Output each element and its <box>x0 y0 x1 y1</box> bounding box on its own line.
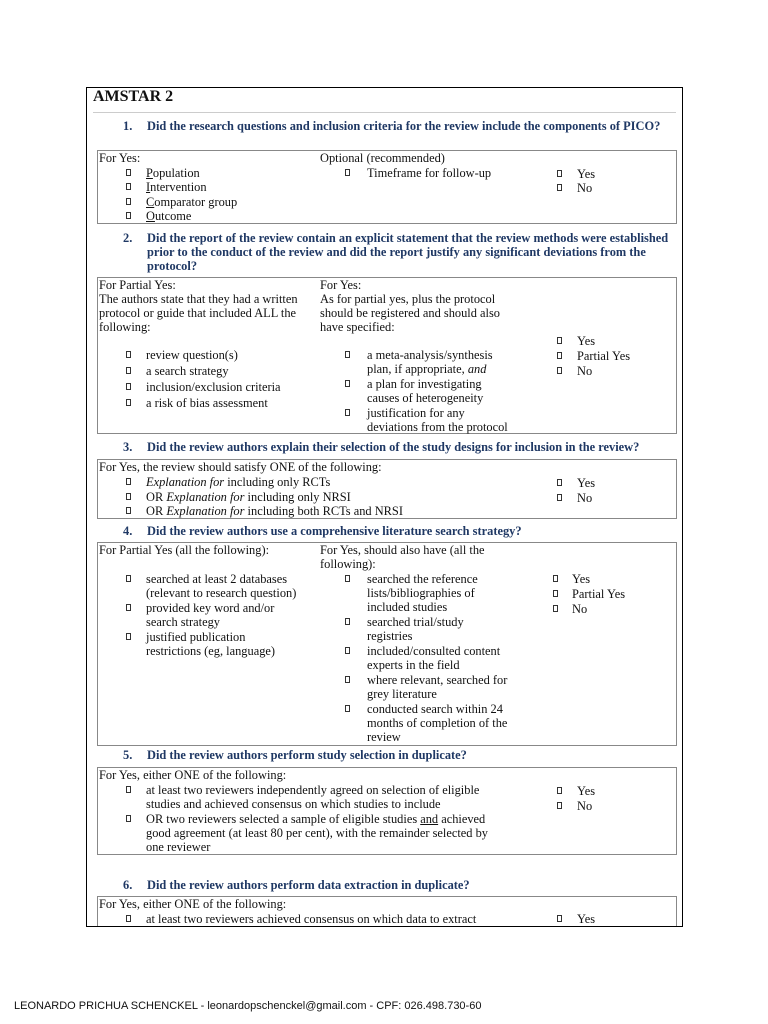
question-number: 6. <box>123 878 133 892</box>
checkbox[interactable] <box>126 493 131 500</box>
criterion-item: provided key word and/or <box>146 601 275 615</box>
answer-checkbox-partial-yes[interactable] <box>557 352 562 359</box>
criteria-box-1 <box>97 150 677 224</box>
yes-desc: As for partial yes, plus the protocol <box>320 292 496 306</box>
criterion-item: review <box>367 730 401 744</box>
criterion-item: studies and achieved consensus on which studies to include <box>146 797 441 811</box>
answer-checkbox-yes[interactable] <box>557 915 562 922</box>
checkbox[interactable] <box>345 380 350 387</box>
criterion-item: good agreement (at least 80 per cent), with the remainder selected by <box>146 826 488 840</box>
question-number: 1. <box>123 119 133 133</box>
answer-no: No <box>572 602 588 616</box>
partial-yes-desc: protocol or guide that included ALL the <box>99 306 297 320</box>
question-number: 5. <box>123 748 133 762</box>
criterion-item: included/consulted content <box>367 644 501 658</box>
criterion-item: lists/bibliographies of <box>367 586 475 600</box>
checkbox[interactable] <box>126 633 131 640</box>
checkbox[interactable] <box>345 705 350 712</box>
answer-no: No <box>577 799 593 813</box>
question-text: Did the review authors perform data extraction in duplicate? <box>147 878 470 892</box>
question-number: 2. <box>123 231 133 245</box>
answer-yes: Yes <box>577 784 596 798</box>
criteria-box-5 <box>97 767 677 855</box>
criterion-item: plan, if appropriate, and <box>367 362 487 376</box>
checkbox[interactable] <box>345 409 350 416</box>
answer-checkbox-yes[interactable] <box>557 479 562 486</box>
checkbox[interactable] <box>126 915 131 922</box>
criterion-item: conducted search within 24 <box>367 702 503 716</box>
for-yes-label: For Yes, either ONE of the following: <box>99 768 287 782</box>
question-text: Did the review authors use a comprehensive literature search strategy? <box>147 524 522 538</box>
answer-no: No <box>577 364 593 378</box>
answer-yes: Yes <box>572 572 591 586</box>
criterion-item: justified publication <box>146 630 246 644</box>
partial-yes-label: For Partial Yes (all the following): <box>99 543 270 557</box>
checkbox[interactable] <box>345 575 350 582</box>
criterion-comparator: Comparator group <box>146 195 238 209</box>
checkbox[interactable] <box>345 647 350 654</box>
yes-label: For Yes: <box>320 278 362 292</box>
checkbox[interactable] <box>126 198 131 205</box>
criterion-item: deviations from the protocol <box>367 420 508 434</box>
optional-timeframe: Timeframe for follow-up <box>367 166 492 180</box>
criterion-item: a search strategy <box>146 364 229 378</box>
checkbox[interactable] <box>126 399 131 406</box>
criterion-item: months of completion of the <box>367 716 508 730</box>
checkbox[interactable] <box>126 786 131 793</box>
criterion-item: search strategy <box>146 615 220 629</box>
question-2 <box>123 231 674 273</box>
checkbox[interactable] <box>126 507 131 514</box>
answer-checkbox-partial-yes[interactable] <box>553 590 558 597</box>
criterion-item: searched at least 2 databases <box>146 572 288 586</box>
question-number: 3. <box>123 440 133 454</box>
criterion-item: at least two reviewers independently agreed on selection of eligible <box>146 783 480 797</box>
answer-checkbox-no[interactable] <box>557 184 562 191</box>
for-yes-label: For Yes, either ONE of the following: <box>99 897 287 911</box>
answer-yes: Yes <box>577 912 596 926</box>
checkbox[interactable] <box>126 815 131 822</box>
answer-checkbox-no[interactable] <box>557 367 562 374</box>
checkbox[interactable] <box>126 351 131 358</box>
answer-partial-yes: Partial Yes <box>572 587 626 601</box>
checkbox[interactable] <box>126 575 131 582</box>
question-text: Did the review authors explain their selection of the study designs for inclusion in the review? <box>147 440 640 454</box>
yes-desc: should be registered and should also <box>320 306 500 320</box>
checkbox[interactable] <box>126 478 131 485</box>
question-text: Did the report of the review contain an explicit statement that the review methods were established prior to the conduct of the review and did the report justify any significant deviations from the protocol? <box>147 231 669 273</box>
partial-yes-desc: following: <box>99 320 151 334</box>
criterion-item: OR Explanation for including both RCTs and NRSI <box>146 504 403 518</box>
criterion-item: searched trial/study <box>367 615 464 629</box>
for-yes-label: For Yes: <box>99 151 141 165</box>
question-text: Did the research questions and inclusion criteria for the review include the components of PICO? <box>147 119 661 133</box>
checkbox[interactable] <box>126 367 131 374</box>
checkbox[interactable] <box>345 618 350 625</box>
criterion-item: a plan for investigating <box>367 377 482 391</box>
answer-checkbox-yes[interactable] <box>557 787 562 794</box>
answer-no: No <box>577 491 593 505</box>
criterion-item: where relevant, searched for <box>367 673 508 687</box>
page-footer: LEONARDO PRICHUA SCHENCKEL - leonardopschenckel@gmail.com - CPF: 026.498.730-60 <box>14 1000 482 1012</box>
answer-checkbox-yes[interactable] <box>557 170 562 177</box>
criterion-item: one reviewer <box>146 840 211 854</box>
criteria-box-6 <box>97 896 677 927</box>
criterion-population: Population <box>146 166 200 180</box>
answer-yes: Yes <box>577 476 596 490</box>
criterion-item: justification for any <box>367 406 465 420</box>
question-6 <box>123 878 674 892</box>
criterion-intervention: Intervention <box>146 180 207 194</box>
criterion-item: at least two reviewers achieved consensus on which data to extract <box>146 912 477 926</box>
yes-desc: have specified: <box>320 320 395 334</box>
criterion-item: grey literature <box>367 687 437 701</box>
checkbox[interactable] <box>126 604 131 611</box>
answer-checkbox-no[interactable] <box>557 802 562 809</box>
answer-checkbox-yes[interactable] <box>553 575 558 582</box>
checkbox[interactable] <box>345 351 350 358</box>
yes-label: following): <box>320 557 376 571</box>
criterion-item: causes of heterogeneity <box>367 391 484 405</box>
answer-no: No <box>577 181 593 195</box>
for-yes-label: For Yes, the review should satisfy ONE of the following: <box>99 460 382 474</box>
checkbox[interactable] <box>126 212 131 219</box>
optional-label: Optional (recommended) <box>320 151 445 165</box>
checkbox[interactable] <box>345 676 350 683</box>
criterion-item: restrictions (eg, language) <box>146 644 276 658</box>
yes-label: For Yes, should also have (all the <box>320 543 485 557</box>
criterion-item: review question(s) <box>146 348 238 362</box>
checkbox[interactable] <box>126 169 131 176</box>
question-number: 4. <box>123 524 133 538</box>
answer-yes: Yes <box>577 167 596 181</box>
question-5 <box>123 748 674 762</box>
question-3 <box>123 440 674 454</box>
checkbox[interactable] <box>126 383 131 390</box>
partial-yes-desc: The authors state that they had a written <box>99 292 298 306</box>
question-text: Did the review authors perform study selection in duplicate? <box>147 748 467 762</box>
criteria-box-2 <box>97 277 677 434</box>
answer-partial-yes: Partial Yes <box>577 349 631 363</box>
amstar-form <box>86 87 683 927</box>
answer-checkbox-yes[interactable] <box>557 337 562 344</box>
answer-yes: Yes <box>577 334 596 348</box>
criteria-box-3 <box>97 459 677 519</box>
criterion-item: inclusion/exclusion criteria <box>146 380 281 394</box>
title-divider <box>93 112 676 113</box>
criterion-item: searched the reference <box>367 572 478 586</box>
question-4 <box>123 524 674 538</box>
criteria-box-4 <box>97 542 677 746</box>
criterion-item: OR Explanation for including only NRSI <box>146 490 351 504</box>
criterion-outcome: Outcome <box>146 209 192 223</box>
criterion-item: a risk of bias assessment <box>146 396 268 410</box>
criterion-item: (relevant to research question) <box>146 586 297 600</box>
question-1 <box>123 119 674 133</box>
criterion-item: OR two reviewers selected a sample of eligible studies and achieved <box>146 812 486 826</box>
partial-yes-label: For Partial Yes: <box>99 278 176 292</box>
criterion-item: a meta-analysis/synthesis <box>367 348 493 362</box>
document-title: AMSTAR 2 <box>93 88 174 105</box>
checkbox[interactable] <box>126 183 131 190</box>
answer-checkbox-no[interactable] <box>557 494 562 501</box>
criterion-item: included studies <box>367 600 448 614</box>
criterion-item: experts in the field <box>367 658 460 672</box>
criterion-item: registries <box>367 629 413 643</box>
criterion-item: Explanation for including only RCTs <box>146 475 331 489</box>
answer-checkbox-no[interactable] <box>553 605 558 612</box>
checkbox[interactable] <box>345 169 350 176</box>
